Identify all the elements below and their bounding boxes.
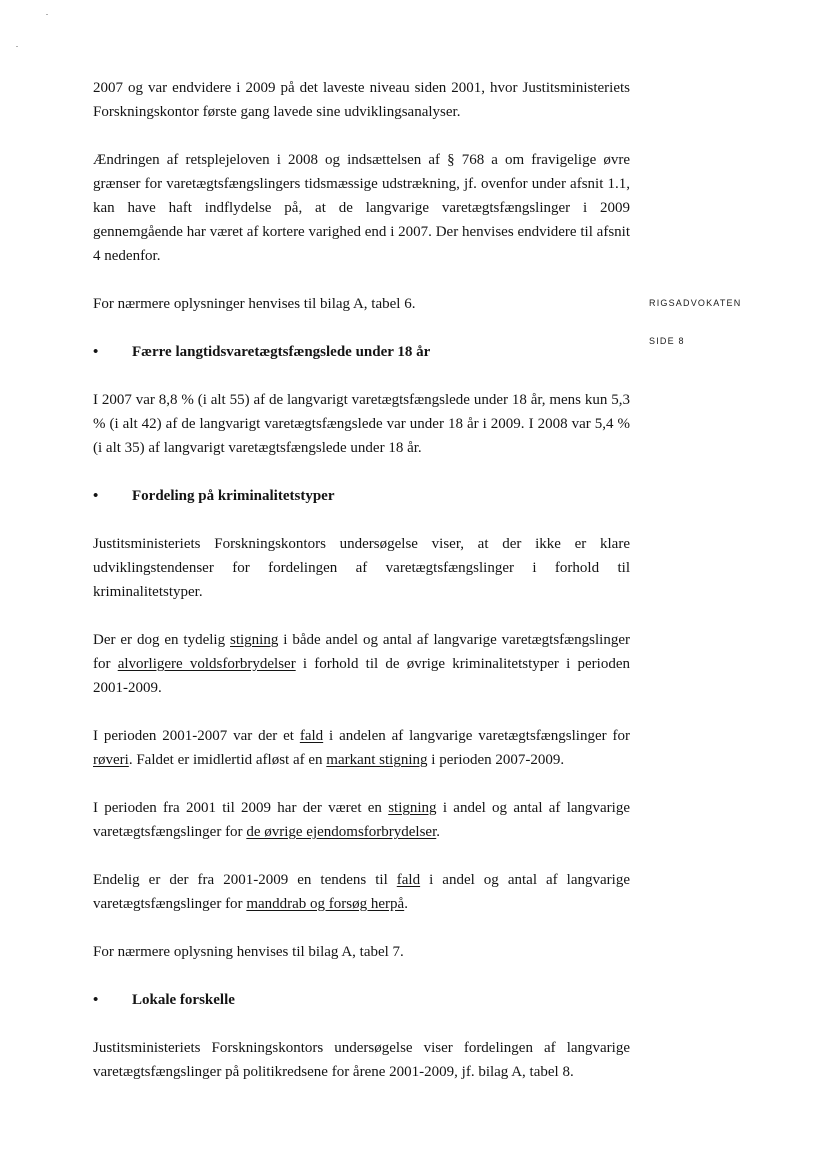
body-text (93, 76, 630, 1108)
section-heading (93, 988, 630, 1012)
text-run: Der er dog en tydelig (93, 632, 230, 648)
section-heading (93, 340, 630, 364)
text-run: . Faldet er imidlertid afløst af en (128, 752, 327, 768)
scan-speck (46, 14, 48, 15)
text-run: I perioden 2001-2007 var der et (93, 728, 300, 744)
text-run: i andel og antal af langvarige varetægtsfængslinger for (93, 800, 630, 840)
paragraph (93, 628, 630, 700)
underlined-text: manddrab og forsøg herpå (246, 896, 405, 912)
text-run: i perioden 2007-2009. (427, 752, 565, 768)
underlined-text: de øvrige ejendomsforbrydelser (246, 824, 437, 840)
text-run: . (404, 896, 408, 912)
paragraph: Ændringen af retsplejeloven i 2008 og indsættelsen af § 768 a om fravigelige øvre grænser for varetægtsfængslingers tidsmæssige udstrækning, jf. ovenfor under afsnit 1.1, kan have haft indflydelse på, at de langvarige varetægtsfængslinger i 2009 gennemgående har været af kortere varighed end i 2007. Der henvises endvidere til afsnit 4 nedenfor. (93, 152, 630, 264)
scan-speck (16, 46, 18, 47)
paragraph: For nærmere oplysning henvises til bilag A, tabel 7. (93, 944, 404, 960)
underlined-text: fald (396, 872, 421, 888)
text-run: i både andel og antal af langvarige varetægtsfængslinger for (93, 632, 630, 672)
paragraph (93, 724, 630, 772)
heading-text: Lokale forskelle (132, 992, 235, 1008)
sidebar-org-name: RIGSADVOKATEN (649, 298, 742, 308)
section-heading (93, 484, 630, 508)
paragraph: For nærmere oplysninger henvises til bilag A, tabel 6. (93, 296, 416, 312)
heading-text: Færre langtidsvaretægtsfængslede under 18 år (132, 344, 431, 360)
paragraph: Justitsministeriets Forskningskontors undersøgelse viser, at der ikke er klare udviklingstendenser for fordelingen af varetægtsfængslinger i forhold til kriminalitetstyper. (93, 536, 630, 600)
paragraph (93, 868, 630, 916)
underlined-text: markant stigning (326, 752, 428, 768)
heading-text: Fordeling på kriminalitetstyper (132, 488, 335, 504)
underlined-text: alvorligere voldsforbrydelser (117, 656, 296, 672)
text-run: i andel og antal af langvarige varetægtsfængslinger for (93, 872, 630, 912)
underlined-text: røveri (93, 752, 129, 768)
paragraph: Justitsministeriets Forskningskontors undersøgelse viser fordelingen af langvarige varetægtsfængslinger på politikredsene for årene 2001-2009, jf. bilag A, tabel 8. (93, 1040, 630, 1080)
text-run: . (436, 824, 441, 840)
sidebar-page-number: SIDE 8 (649, 336, 685, 346)
bullet-icon: • (93, 488, 99, 504)
paragraph (93, 796, 630, 844)
text-run: i forhold til de øvrige kriminalitetstyper i perioden 2001-2009. (93, 656, 630, 696)
text-run: Endelig er der fra 2001-2009 en tendens til (93, 872, 397, 888)
text-run: i andelen af langvarige varetægtsfængslinger for (323, 728, 630, 744)
bullet-icon: • (93, 344, 99, 360)
text-run: I perioden fra 2001 til 2009 har der været en (93, 800, 389, 816)
paragraph: 2007 og var endvidere i 2009 på det laveste niveau siden 2001, hvor Justitsministeriets Forskningskontor første gang lavede sine udviklingsanalyser. (93, 80, 630, 120)
underlined-text: stigning (230, 632, 279, 648)
paragraph: I 2007 var 8,8 % (i alt 55) af de langvarigt varetægtsfængslede under 18 år, mens kun 5,3 % (i alt 42) af de langvarigt varetægtsfængslede var under 18 år i 2009. I 2008 var 5,4 % (i alt 35) af langvarigt varetægtsfængslede under 18 år. (93, 392, 630, 456)
underlined-text: fald (299, 728, 324, 744)
underlined-text: stigning (388, 800, 437, 816)
bullet-icon: • (93, 992, 99, 1008)
